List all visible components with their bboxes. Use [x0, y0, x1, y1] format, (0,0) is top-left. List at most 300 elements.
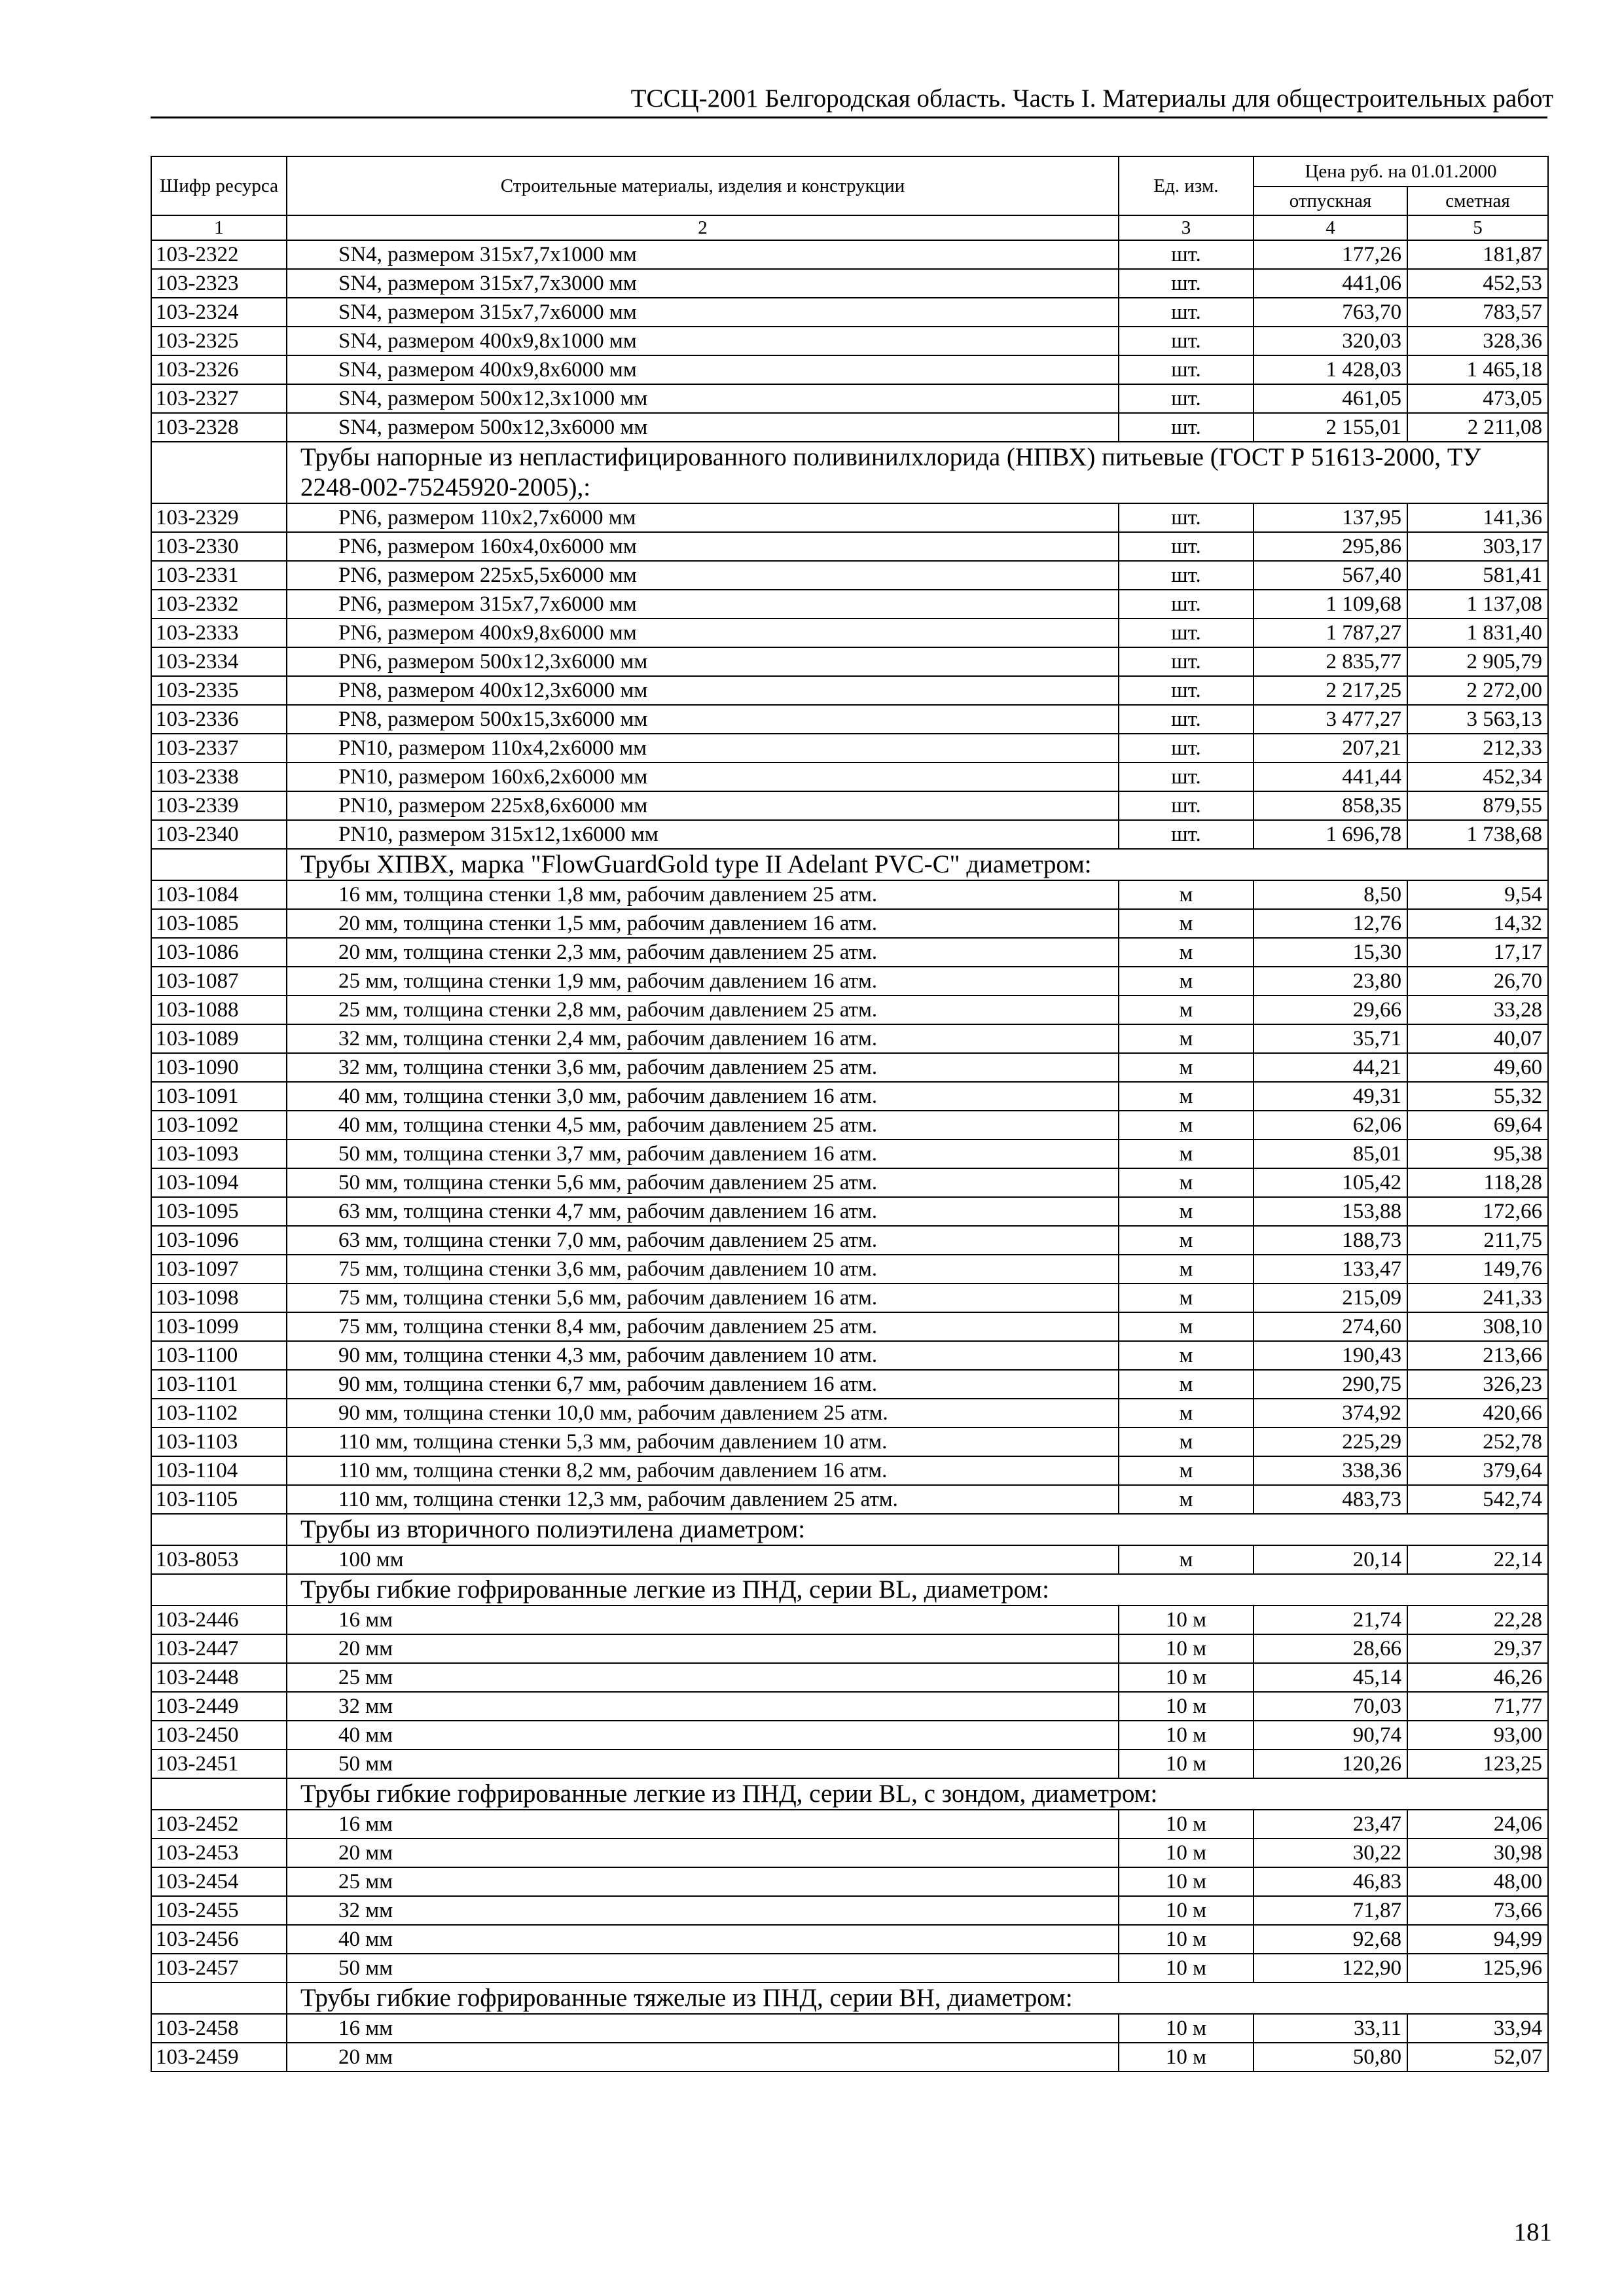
release-price: 374,92 [1254, 1399, 1407, 1427]
table-row [151, 762, 1548, 791]
unit: шт. [1119, 327, 1254, 355]
resource-code: 103-1090 [151, 1053, 287, 1082]
release-price: 20,14 [1254, 1545, 1407, 1574]
resource-code: 103-1097 [151, 1255, 287, 1283]
material-description: 20 мм [287, 1839, 1119, 1867]
column-number: 4 [1254, 215, 1407, 240]
release-price: 21,74 [1254, 1605, 1407, 1634]
resource-code: 103-2328 [151, 413, 287, 442]
resource-code: 103-2451 [151, 1749, 287, 1778]
material-description: 90 мм, толщина стенки 4,3 мм, рабочим давлением 10 атм. [287, 1341, 1119, 1370]
material-description: PN10, размером 110х4,2х6000 мм [287, 734, 1119, 762]
table-row [151, 1954, 1548, 1982]
resource-code: 103-8053 [151, 1545, 287, 1574]
table-row [151, 909, 1548, 938]
table-row [151, 298, 1548, 327]
unit: шт. [1119, 820, 1254, 849]
unit: шт. [1119, 503, 1254, 532]
release-price: 2 155,01 [1254, 413, 1407, 442]
release-price: 290,75 [1254, 1370, 1407, 1399]
resource-code: 103-2450 [151, 1721, 287, 1749]
estimate-price: 420,66 [1407, 1399, 1548, 1427]
material-description: 32 мм [287, 1896, 1119, 1925]
estimate-price: 30,98 [1407, 1839, 1548, 1867]
resource-code: 103-2459 [151, 2043, 287, 2072]
estimate-price: 118,28 [1407, 1168, 1548, 1197]
material-description: PN6, размером 225х5,5х6000 мм [287, 561, 1119, 590]
estimate-price: 181,87 [1407, 240, 1548, 269]
release-price: 44,21 [1254, 1053, 1407, 1082]
material-description: 40 мм [287, 1721, 1119, 1749]
release-price: 50,80 [1254, 2043, 1407, 2072]
table-row [151, 413, 1548, 442]
unit: шт. [1119, 298, 1254, 327]
section-title: Трубы гибкие гофрированные легкие из ПНД, серии BL, диаметром: [287, 1574, 1548, 1605]
estimate-price: 40,07 [1407, 1024, 1548, 1053]
table-row [151, 1312, 1548, 1341]
estimate-price: 141,36 [1407, 503, 1548, 532]
estimate-price: 48,00 [1407, 1867, 1548, 1896]
estimate-price: 94,99 [1407, 1925, 1548, 1954]
column-header-code: Шифр ресурса [151, 156, 287, 215]
unit: шт. [1119, 590, 1254, 619]
table-row [151, 590, 1548, 619]
unit: 10 м [1119, 2014, 1254, 2043]
estimate-price: 212,33 [1407, 734, 1548, 762]
column-header-release-price: отпускная [1254, 187, 1407, 215]
release-price: 23,47 [1254, 1810, 1407, 1839]
unit: м [1119, 1082, 1254, 1111]
section-header-row [151, 1778, 1548, 1810]
estimate-price: 69,64 [1407, 1111, 1548, 1139]
release-price: 46,83 [1254, 1867, 1407, 1896]
unit: шт. [1119, 734, 1254, 762]
release-price: 33,11 [1254, 2014, 1407, 2043]
material-description: PN6, размером 110х2,7х6000 мм [287, 503, 1119, 532]
unit: шт. [1119, 762, 1254, 791]
resource-code: 103-1103 [151, 1427, 287, 1456]
unit: м [1119, 1226, 1254, 1255]
material-description: 16 мм [287, 2014, 1119, 2043]
section-header-row [151, 1514, 1548, 1545]
table-row [151, 2014, 1548, 2043]
material-description: SN4, размером 315х7,7х1000 мм [287, 240, 1119, 269]
unit: м [1119, 1283, 1254, 1312]
resource-code: 103-1092 [151, 1111, 287, 1139]
material-description: SN4, размером 500х12,3х6000 мм [287, 413, 1119, 442]
estimate-price: 93,00 [1407, 1721, 1548, 1749]
unit: 10 м [1119, 1605, 1254, 1634]
release-price: 49,31 [1254, 1082, 1407, 1111]
table-row [151, 240, 1548, 269]
table-row [151, 1545, 1548, 1574]
table-row [151, 1692, 1548, 1721]
release-price: 461,05 [1254, 384, 1407, 413]
unit: м [1119, 1168, 1254, 1197]
section-title: Трубы напорные из непластифицированного поливинилхлорида (НПВХ) питьевые (ГОСТ Р 51613-2000, ТУ 2248-002-75245920-2005),: [287, 442, 1548, 503]
unit: м [1119, 938, 1254, 967]
release-price: 1 109,68 [1254, 590, 1407, 619]
estimate-price: 213,66 [1407, 1341, 1548, 1370]
estimate-price: 22,14 [1407, 1545, 1548, 1574]
estimate-price: 473,05 [1407, 384, 1548, 413]
unit: шт. [1119, 384, 1254, 413]
unit: 10 м [1119, 1810, 1254, 1839]
estimate-price: 581,41 [1407, 561, 1548, 590]
section-code-cell [151, 1982, 287, 2014]
resource-code: 103-1087 [151, 967, 287, 996]
resource-code: 103-2453 [151, 1839, 287, 1867]
table-row [151, 1605, 1548, 1634]
unit: м [1119, 1197, 1254, 1226]
unit: шт. [1119, 791, 1254, 820]
resource-code: 103-2458 [151, 2014, 287, 2043]
table-row [151, 1634, 1548, 1663]
material-description: 25 мм, толщина стенки 2,8 мм, рабочим давлением 25 атм. [287, 996, 1119, 1024]
table-row [151, 2043, 1548, 2072]
table-row [151, 734, 1548, 762]
release-price: 225,29 [1254, 1427, 1407, 1456]
release-price: 2 217,25 [1254, 676, 1407, 705]
material-description: SN4, размером 500х12,3х1000 мм [287, 384, 1119, 413]
unit: м [1119, 1139, 1254, 1168]
column-header-unit: Ед. изм. [1119, 156, 1254, 215]
column-number: 5 [1407, 215, 1548, 240]
unit: м [1119, 1545, 1254, 1574]
resource-code: 103-2454 [151, 1867, 287, 1896]
estimate-price: 49,60 [1407, 1053, 1548, 1082]
resource-code: 103-2337 [151, 734, 287, 762]
table-row [151, 1341, 1548, 1370]
estimate-price: 252,78 [1407, 1427, 1548, 1456]
section-title: Трубы ХПВХ, марка "FlowGuardGold type II Adelant PVC-C" диаметром: [287, 849, 1548, 880]
section-code-cell [151, 1778, 287, 1810]
resource-code: 103-1099 [151, 1312, 287, 1341]
estimate-price: 783,57 [1407, 298, 1548, 327]
estimate-price: 2 272,00 [1407, 676, 1548, 705]
release-price: 120,26 [1254, 1749, 1407, 1778]
estimate-price: 1 465,18 [1407, 355, 1548, 384]
unit: м [1119, 1456, 1254, 1485]
table-row [151, 1925, 1548, 1954]
table-row [151, 1399, 1548, 1427]
resource-code: 103-2336 [151, 705, 287, 734]
resource-code: 103-2325 [151, 327, 287, 355]
resource-code: 103-1089 [151, 1024, 287, 1053]
release-price: 338,36 [1254, 1456, 1407, 1485]
table-row [151, 1226, 1548, 1255]
table-row [151, 647, 1548, 676]
column-number: 3 [1119, 215, 1254, 240]
table-row [151, 384, 1548, 413]
release-price: 133,47 [1254, 1255, 1407, 1283]
unit: м [1119, 1024, 1254, 1053]
release-price: 320,03 [1254, 327, 1407, 355]
material-description: 90 мм, толщина стенки 6,7 мм, рабочим давлением 16 атм. [287, 1370, 1119, 1399]
resource-code: 103-1096 [151, 1226, 287, 1255]
table-row [151, 532, 1548, 561]
unit: 10 м [1119, 1954, 1254, 1982]
material-description: PN10, размером 160х6,2х6000 мм [287, 762, 1119, 791]
estimate-price: 24,06 [1407, 1810, 1548, 1839]
estimate-price: 55,32 [1407, 1082, 1548, 1111]
resource-code: 103-1095 [151, 1197, 287, 1226]
release-price: 295,86 [1254, 532, 1407, 561]
material-description: PN10, размером 225х8,6х6000 мм [287, 791, 1119, 820]
release-price: 2 835,77 [1254, 647, 1407, 676]
resource-code: 103-1100 [151, 1341, 287, 1370]
table-row [151, 1839, 1548, 1867]
unit: м [1119, 1427, 1254, 1456]
material-description: 32 мм, толщина стенки 2,4 мм, рабочим давлением 16 атм. [287, 1024, 1119, 1053]
table-row [151, 1197, 1548, 1226]
release-price: 207,21 [1254, 734, 1407, 762]
unit: м [1119, 1485, 1254, 1514]
unit: шт. [1119, 240, 1254, 269]
column-number: 1 [151, 215, 287, 240]
estimate-price: 33,28 [1407, 996, 1548, 1024]
material-description: PN6, размером 315х7,7х6000 мм [287, 590, 1119, 619]
estimate-price: 3 563,13 [1407, 705, 1548, 734]
material-description: PN8, размером 400х12,3х6000 мм [287, 676, 1119, 705]
resource-code: 103-1084 [151, 880, 287, 909]
estimate-price: 2 905,79 [1407, 647, 1548, 676]
page-header-title: ТССЦ-2001 Белгородская область. Часть I. Материалы для общестроительных работ [630, 84, 1553, 113]
table-row [151, 1053, 1548, 1082]
release-price: 122,90 [1254, 1954, 1407, 1982]
material-description: 20 мм, толщина стенки 1,5 мм, рабочим давлением 16 атм. [287, 909, 1119, 938]
table-row [151, 1721, 1548, 1749]
table-row [151, 1427, 1548, 1456]
material-description: 50 мм, толщина стенки 3,7 мм, рабочим давлением 16 атм. [287, 1139, 1119, 1168]
material-description: 63 мм, толщина стенки 4,7 мм, рабочим давлением 16 атм. [287, 1197, 1119, 1226]
resource-code: 103-2323 [151, 269, 287, 298]
material-description: PN6, размером 400х9,8х6000 мм [287, 619, 1119, 647]
section-title: Трубы гибкие гофрированные легкие из ПНД, серии BL, с зондом, диаметром: [287, 1778, 1548, 1810]
page-number: 181 [1513, 2218, 1552, 2246]
unit: 10 м [1119, 1721, 1254, 1749]
material-description: 16 мм [287, 1605, 1119, 1634]
estimate-price: 308,10 [1407, 1312, 1548, 1341]
resource-code: 103-2457 [151, 1954, 287, 1982]
material-description: 16 мм [287, 1810, 1119, 1839]
unit: м [1119, 1370, 1254, 1399]
estimate-price: 1 831,40 [1407, 619, 1548, 647]
material-description: 110 мм, толщина стенки 12,3 мм, рабочим давлением 25 атм. [287, 1485, 1119, 1514]
section-header-row [151, 442, 1548, 503]
resource-code: 103-2446 [151, 1605, 287, 1634]
material-description: 63 мм, толщина стенки 7,0 мм, рабочим давлением 25 атм. [287, 1226, 1119, 1255]
unit: 10 м [1119, 1867, 1254, 1896]
table-row [151, 1370, 1548, 1399]
table-row [151, 1082, 1548, 1111]
estimate-price: 452,53 [1407, 269, 1548, 298]
release-price: 1 787,27 [1254, 619, 1407, 647]
release-price: 105,42 [1254, 1168, 1407, 1197]
material-description: 75 мм, толщина стенки 3,6 мм, рабочим давлением 10 атм. [287, 1255, 1119, 1283]
release-price: 15,30 [1254, 938, 1407, 967]
unit: шт. [1119, 413, 1254, 442]
table-row [151, 1111, 1548, 1139]
material-description: SN4, размером 315х7,7х6000 мм [287, 298, 1119, 327]
release-price: 70,03 [1254, 1692, 1407, 1721]
column-header-description: Строительные материалы, изделия и конструкции [287, 156, 1119, 215]
estimate-price: 123,25 [1407, 1749, 1548, 1778]
release-price: 71,87 [1254, 1896, 1407, 1925]
estimate-price: 172,66 [1407, 1197, 1548, 1226]
material-description: PN6, размером 160х4,0х6000 мм [287, 532, 1119, 561]
estimate-price: 22,28 [1407, 1605, 1548, 1634]
resource-code: 103-2332 [151, 590, 287, 619]
estimate-price: 303,17 [1407, 532, 1548, 561]
release-price: 45,14 [1254, 1663, 1407, 1692]
section-title: Трубы гибкие гофрированные тяжелые из ПНД, серии ВН, диаметром: [287, 1982, 1548, 2014]
table-row [151, 327, 1548, 355]
release-price: 62,06 [1254, 1111, 1407, 1139]
release-price: 567,40 [1254, 561, 1407, 590]
material-description: 20 мм [287, 1634, 1119, 1663]
release-price: 274,60 [1254, 1312, 1407, 1341]
release-price: 90,74 [1254, 1721, 1407, 1749]
unit: м [1119, 1111, 1254, 1139]
material-description: SN4, размером 315х7,7х3000 мм [287, 269, 1119, 298]
estimate-price: 452,34 [1407, 762, 1548, 791]
material-description: PN6, размером 500х12,3х6000 мм [287, 647, 1119, 676]
release-price: 29,66 [1254, 996, 1407, 1024]
section-title: Трубы из вторичного полиэтилена диаметром: [287, 1514, 1548, 1545]
release-price: 85,01 [1254, 1139, 1407, 1168]
release-price: 30,22 [1254, 1839, 1407, 1867]
table-row [151, 676, 1548, 705]
unit: шт. [1119, 532, 1254, 561]
material-description: 90 мм, толщина стенки 10,0 мм, рабочим давлением 25 атм. [287, 1399, 1119, 1427]
resource-code: 103-1088 [151, 996, 287, 1024]
resource-code: 103-1091 [151, 1082, 287, 1111]
table-row [151, 1663, 1548, 1692]
material-description: 32 мм [287, 1692, 1119, 1721]
resource-code: 103-1098 [151, 1283, 287, 1312]
material-description: 20 мм, толщина стенки 2,3 мм, рабочим давлением 25 атм. [287, 938, 1119, 967]
resource-code: 103-2330 [151, 532, 287, 561]
estimate-price: 33,94 [1407, 2014, 1548, 2043]
table-row [151, 1283, 1548, 1312]
resource-code: 103-2324 [151, 298, 287, 327]
table-row [151, 996, 1548, 1024]
release-price: 190,43 [1254, 1341, 1407, 1370]
table-row [151, 355, 1548, 384]
material-description: 75 мм, толщина стенки 5,6 мм, рабочим давлением 16 атм. [287, 1283, 1119, 1312]
estimate-price: 379,64 [1407, 1456, 1548, 1485]
resource-code: 103-1093 [151, 1139, 287, 1168]
resource-code: 103-1105 [151, 1485, 287, 1514]
resource-code: 103-2338 [151, 762, 287, 791]
table-row [151, 1867, 1548, 1896]
estimate-price: 326,23 [1407, 1370, 1548, 1399]
resource-code: 103-2455 [151, 1896, 287, 1925]
unit: м [1119, 1399, 1254, 1427]
release-price: 763,70 [1254, 298, 1407, 327]
unit: шт. [1119, 619, 1254, 647]
table-row [151, 619, 1548, 647]
resource-code: 103-1086 [151, 938, 287, 967]
release-price: 441,44 [1254, 762, 1407, 791]
release-price: 1 696,78 [1254, 820, 1407, 849]
resource-code: 103-2334 [151, 647, 287, 676]
estimate-price: 542,74 [1407, 1485, 1548, 1514]
estimate-price: 1 137,08 [1407, 590, 1548, 619]
material-description: SN4, размером 400х9,8х1000 мм [287, 327, 1119, 355]
table-row [151, 1896, 1548, 1925]
table-row [151, 1749, 1548, 1778]
unit: шт. [1119, 705, 1254, 734]
resource-code: 103-2447 [151, 1634, 287, 1663]
unit: м [1119, 967, 1254, 996]
column-header-price: Цена руб. на 01.01.2000 [1254, 156, 1548, 187]
table-row [151, 269, 1548, 298]
material-description: 75 мм, толщина стенки 8,4 мм, рабочим давлением 25 атм. [287, 1312, 1119, 1341]
unit: м [1119, 909, 1254, 938]
unit: 10 м [1119, 1896, 1254, 1925]
material-description: 40 мм [287, 1925, 1119, 1954]
estimate-price: 1 738,68 [1407, 820, 1548, 849]
material-description: 50 мм [287, 1749, 1119, 1778]
unit: шт. [1119, 676, 1254, 705]
table-row [151, 880, 1548, 909]
unit: м [1119, 1053, 1254, 1082]
estimate-price: 73,66 [1407, 1896, 1548, 1925]
table-row [151, 1810, 1548, 1839]
unit: 10 м [1119, 1663, 1254, 1692]
estimate-price: 71,77 [1407, 1692, 1548, 1721]
unit: 10 м [1119, 1692, 1254, 1721]
estimate-price: 95,38 [1407, 1139, 1548, 1168]
release-price: 483,73 [1254, 1485, 1407, 1514]
material-description: 110 мм, толщина стенки 8,2 мм, рабочим давлением 16 атм. [287, 1456, 1119, 1485]
resource-code: 103-1101 [151, 1370, 287, 1399]
resource-code: 103-2329 [151, 503, 287, 532]
resource-code: 103-1104 [151, 1456, 287, 1485]
table-row [151, 1255, 1548, 1283]
release-price: 188,73 [1254, 1226, 1407, 1255]
table-body [151, 240, 1548, 2072]
unit: шт. [1119, 647, 1254, 676]
material-description: 16 мм, толщина стенки 1,8 мм, рабочим давлением 25 атм. [287, 880, 1119, 909]
resource-code: 103-2452 [151, 1810, 287, 1839]
estimate-price: 29,37 [1407, 1634, 1548, 1663]
table-row [151, 1139, 1548, 1168]
resource-code: 103-2340 [151, 820, 287, 849]
section-code-cell [151, 1514, 287, 1545]
estimate-price: 14,32 [1407, 909, 1548, 938]
section-header-row [151, 1574, 1548, 1605]
materials-price-table [151, 156, 1549, 2072]
table-row [151, 967, 1548, 996]
material-description: 20 мм [287, 2043, 1119, 2072]
resource-code: 103-2331 [151, 561, 287, 590]
release-price: 1 428,03 [1254, 355, 1407, 384]
release-price: 137,95 [1254, 503, 1407, 532]
unit: 10 м [1119, 1925, 1254, 1954]
resource-code: 103-2327 [151, 384, 287, 413]
unit: м [1119, 1255, 1254, 1283]
estimate-price: 328,36 [1407, 327, 1548, 355]
resource-code: 103-1102 [151, 1399, 287, 1427]
material-description: 40 мм, толщина стенки 4,5 мм, рабочим давлением 25 атм. [287, 1111, 1119, 1139]
material-description: PN10, размером 315х12,1х6000 мм [287, 820, 1119, 849]
resource-code: 103-2449 [151, 1692, 287, 1721]
release-price: 858,35 [1254, 791, 1407, 820]
section-header-row [151, 1982, 1548, 2014]
